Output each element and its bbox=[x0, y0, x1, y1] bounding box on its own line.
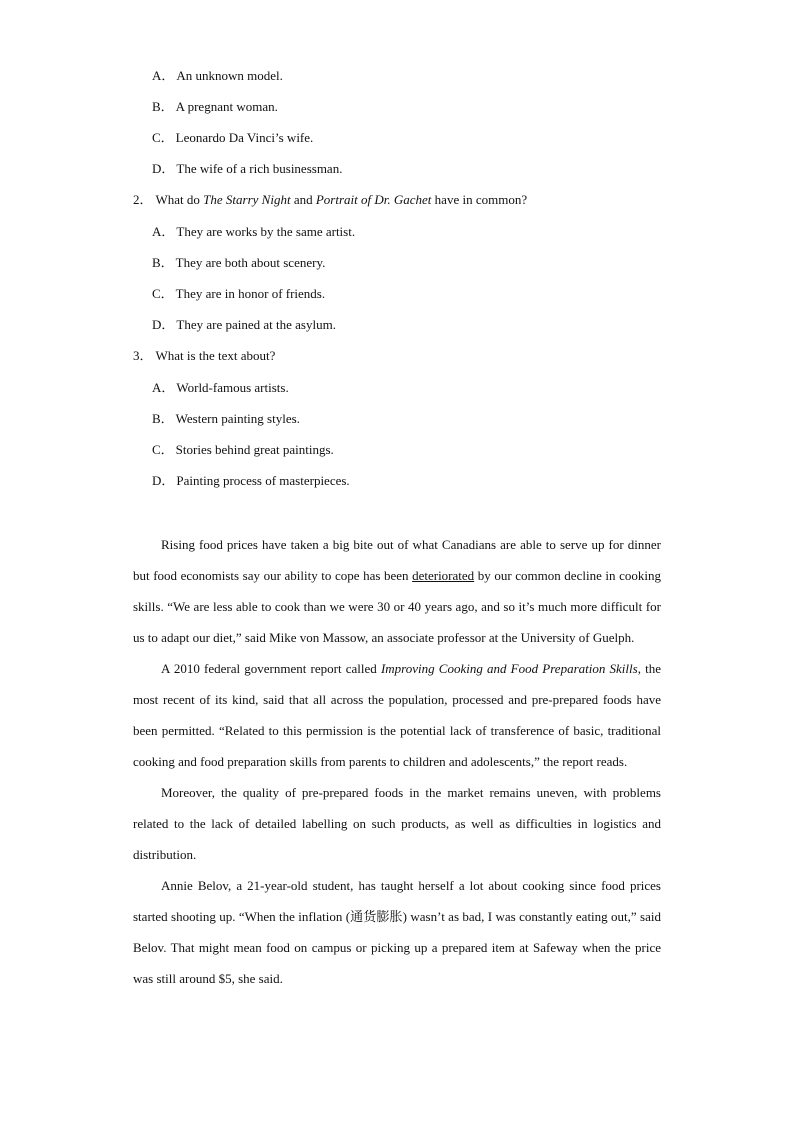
q3-option-b bbox=[152, 410, 300, 428]
option-letter: C． bbox=[152, 442, 174, 457]
option-letter: D． bbox=[152, 161, 175, 176]
q1-option-b bbox=[152, 98, 278, 116]
stem-text: What do bbox=[155, 192, 204, 207]
option-letter: A． bbox=[152, 224, 175, 239]
passage-paragraph-1 bbox=[133, 529, 661, 653]
q3-option-a bbox=[152, 379, 289, 397]
paragraph-text: A 2010 federal government report called bbox=[161, 661, 381, 676]
painting-title: Portrait of Dr. Gachet bbox=[315, 192, 432, 207]
report-title: Improving Cooking and Food Preparation Skills bbox=[380, 661, 638, 676]
option-text: World-famous artists. bbox=[176, 380, 289, 395]
option-text: Painting process of masterpieces. bbox=[176, 473, 350, 488]
question-number: 2． bbox=[133, 192, 153, 207]
q1-option-a bbox=[152, 67, 283, 85]
option-text: They are in honor of friends. bbox=[175, 286, 326, 301]
option-text: Leonardo Da Vinci’s wife. bbox=[175, 130, 314, 145]
paragraph-text: by our common decline in cooking skills. “We are less able to cook than we were 30 or 40 years ago, and so it’s much more difficult for us to adapt our diet,” said Mike von Massow, an associate professor at the University of Guelph. bbox=[133, 568, 661, 645]
q2-stem bbox=[133, 191, 527, 209]
option-text: The wife of a rich businessman. bbox=[176, 161, 343, 176]
passage-paragraph-4: Annie Belov, a 21-year-old student, has taught herself a lot about cooking since food prices started shooting up. “When the inflation (通货膨胀) wasn’t as bad, I was constantly eating out,” said Belov. That might mean food on campus or picking up a prepared item at Safeway when the price was still around $5, she said. bbox=[133, 878, 661, 986]
q2-option-a bbox=[152, 223, 355, 241]
option-letter: A． bbox=[152, 380, 175, 395]
q3-stem bbox=[133, 347, 275, 365]
q1-option-d bbox=[152, 160, 342, 178]
option-text: Western painting styles. bbox=[175, 411, 300, 426]
option-letter: C． bbox=[152, 286, 174, 301]
reading-passage bbox=[133, 529, 661, 994]
option-letter: A． bbox=[152, 68, 175, 83]
option-text: An unknown model. bbox=[176, 68, 283, 83]
stem-text: have in common? bbox=[431, 192, 528, 207]
underlined-word: deteriorated bbox=[412, 568, 475, 583]
option-letter: D． bbox=[152, 317, 175, 332]
paragraph-text: Rising food prices have taken a big bite out of what Canadians are able to serve up for dinner but food economists say our ability to cope has been bbox=[133, 537, 661, 583]
q2-option-c bbox=[152, 285, 325, 303]
q2-option-b bbox=[152, 254, 325, 272]
q1-option-c bbox=[152, 129, 313, 147]
q3-option-c bbox=[152, 441, 334, 459]
stem-text: What is the text about? bbox=[155, 348, 276, 363]
option-text: They are both about scenery. bbox=[175, 255, 326, 270]
stem-text: and bbox=[290, 192, 316, 207]
option-letter: D． bbox=[152, 473, 175, 488]
question-number: 3． bbox=[133, 348, 153, 363]
option-text: They are works by the same artist. bbox=[176, 224, 356, 239]
option-text: Stories behind great paintings. bbox=[175, 442, 334, 457]
q3-option-d bbox=[152, 472, 350, 490]
option-letter: B． bbox=[152, 99, 174, 114]
option-text: They are pained at the asylum. bbox=[176, 317, 336, 332]
painting-title: The Starry Night bbox=[203, 192, 291, 207]
option-text: A pregnant woman. bbox=[175, 99, 278, 114]
q2-option-d bbox=[152, 316, 336, 334]
passage-paragraph-2 bbox=[133, 653, 661, 777]
option-letter: B． bbox=[152, 411, 174, 426]
option-letter: C． bbox=[152, 130, 174, 145]
passage-paragraph-3: Moreover, the quality of pre-prepared foods in the market remains uneven, with problems related to the lack of detailed labelling on such products, as well as difficulties in logistics and distribution. bbox=[133, 785, 661, 862]
option-letter: B． bbox=[152, 255, 174, 270]
paragraph-text: , the most recent of its kind, said that all across the population, processed and pre-prepared foods have been permitted. “Related to this permission is the potential lack of transference of basic, traditional cooking and food preparation skills from parents to children and adolescents,” the report reads. bbox=[133, 661, 662, 769]
